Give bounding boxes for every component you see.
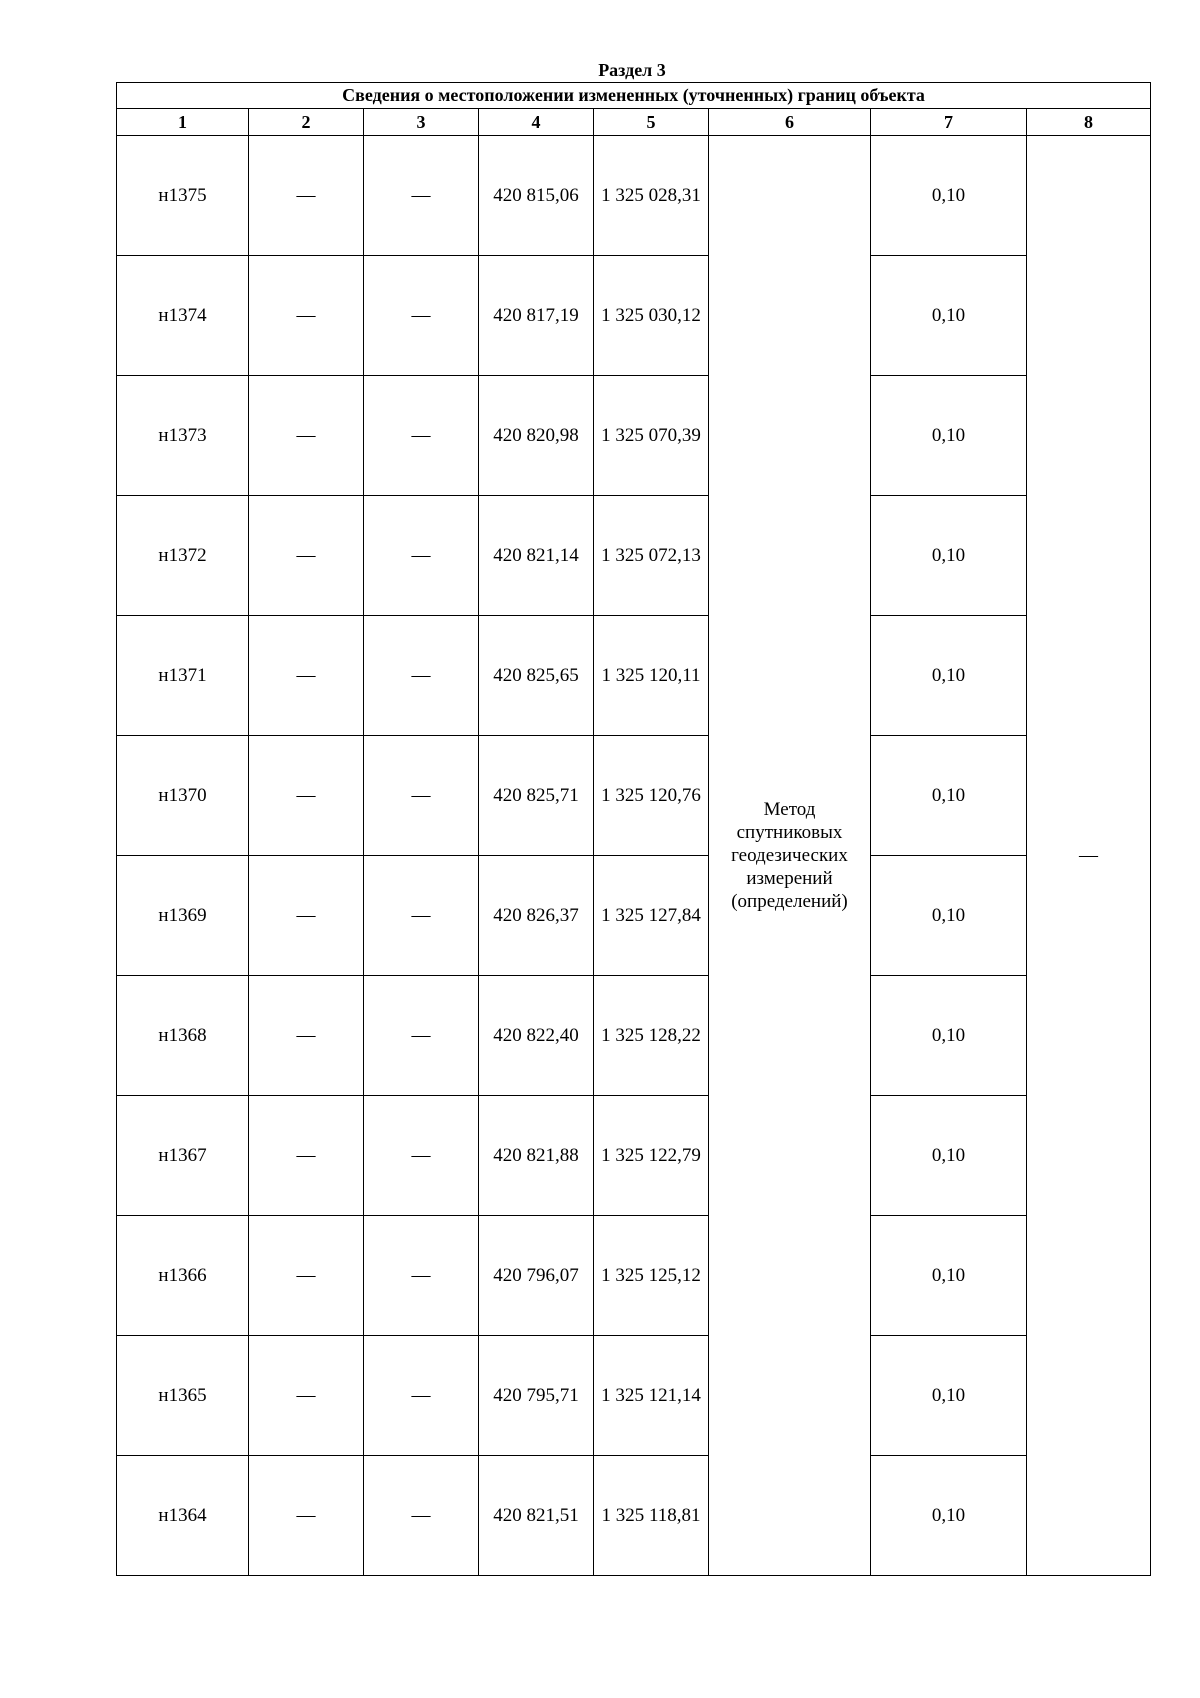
column-number: 2 xyxy=(249,109,364,136)
x-coordinate: 420 820,98 xyxy=(479,376,594,496)
y-coordinate: 1 325 127,84 xyxy=(594,856,709,976)
boundary-coordinates-table xyxy=(116,82,1151,1576)
table-row xyxy=(117,616,1151,736)
y-coordinate: 1 325 128,22 xyxy=(594,976,709,1096)
column-3-value: — xyxy=(364,136,479,256)
accuracy-value: 0,10 xyxy=(871,1096,1027,1216)
point-name: н1364 xyxy=(117,1456,249,1576)
x-coordinate: 420 815,06 xyxy=(479,136,594,256)
column-number: 5 xyxy=(594,109,709,136)
column-3-value: — xyxy=(364,1336,479,1456)
point-name: н1371 xyxy=(117,616,249,736)
section-title: Раздел 3 xyxy=(598,60,666,80)
column-2-value: — xyxy=(249,736,364,856)
y-coordinate: 1 325 118,81 xyxy=(594,1456,709,1576)
table-row xyxy=(117,256,1151,376)
accuracy-value: 0,10 xyxy=(871,616,1027,736)
column-2-value: — xyxy=(249,1216,364,1336)
column-number: 6 xyxy=(709,109,871,136)
y-coordinate: 1 325 070,39 xyxy=(594,376,709,496)
accuracy-value: 0,10 xyxy=(871,1456,1027,1576)
point-name: н1369 xyxy=(117,856,249,976)
column-3-value: — xyxy=(364,376,479,496)
column-2-value: — xyxy=(249,1456,364,1576)
method-line: Метод xyxy=(763,799,816,820)
y-coordinate: 1 325 028,31 xyxy=(594,136,709,256)
accuracy-value: 0,10 xyxy=(871,1216,1027,1336)
y-coordinate: 1 325 072,13 xyxy=(594,496,709,616)
y-coordinate: 1 325 125,12 xyxy=(594,1216,709,1336)
x-coordinate: 420 825,71 xyxy=(479,736,594,856)
table-row xyxy=(117,976,1151,1096)
y-coordinate: 1 325 120,11 xyxy=(594,616,709,736)
accuracy-value: 0,10 xyxy=(871,856,1027,976)
x-coordinate: 420 826,37 xyxy=(479,856,594,976)
point-name: н1367 xyxy=(117,1096,249,1216)
column-2-value: — xyxy=(249,1336,364,1456)
table-row xyxy=(117,136,1151,256)
column-2-value: — xyxy=(249,1096,364,1216)
x-coordinate: 420 821,14 xyxy=(479,496,594,616)
y-coordinate: 1 325 120,76 xyxy=(594,736,709,856)
x-coordinate: 420 821,51 xyxy=(479,1456,594,1576)
table-row xyxy=(117,496,1151,616)
accuracy-value: 0,10 xyxy=(871,136,1027,256)
y-coordinate: 1 325 030,12 xyxy=(594,256,709,376)
table-caption: Сведения о местоположении измененных (уточненных) границ объекта xyxy=(117,83,1151,109)
column-2-value: — xyxy=(249,376,364,496)
table-row xyxy=(117,736,1151,856)
column-number: 1 xyxy=(117,109,249,136)
column-2-value: — xyxy=(249,256,364,376)
column-number-row xyxy=(117,109,1151,136)
point-name: н1375 xyxy=(117,136,249,256)
table-row xyxy=(117,856,1151,976)
table-row xyxy=(117,1096,1151,1216)
point-name: н1372 xyxy=(117,496,249,616)
x-coordinate: 420 817,19 xyxy=(479,256,594,376)
table-row xyxy=(117,376,1151,496)
y-coordinate: 1 325 121,14 xyxy=(594,1336,709,1456)
accuracy-value: 0,10 xyxy=(871,736,1027,856)
y-coordinate: 1 325 122,79 xyxy=(594,1096,709,1216)
method-line: измерений xyxy=(746,868,833,889)
point-name: н1365 xyxy=(117,1336,249,1456)
column-3-value: — xyxy=(364,976,479,1096)
x-coordinate: 420 796,07 xyxy=(479,1216,594,1336)
x-coordinate: 420 795,71 xyxy=(479,1336,594,1456)
column-2-value: — xyxy=(249,616,364,736)
table-row xyxy=(117,1216,1151,1336)
point-name: н1370 xyxy=(117,736,249,856)
accuracy-value: 0,10 xyxy=(871,256,1027,376)
accuracy-value: 0,10 xyxy=(871,376,1027,496)
accuracy-value: 0,10 xyxy=(871,976,1027,1096)
column-number: 8 xyxy=(1027,109,1151,136)
column-2-value: — xyxy=(249,856,364,976)
column-2-value: — xyxy=(249,496,364,616)
column-3-value: — xyxy=(364,1216,479,1336)
accuracy-value: 0,10 xyxy=(871,1336,1027,1456)
column-2-value: — xyxy=(249,136,364,256)
column-3-value: — xyxy=(364,616,479,736)
column-3-value: — xyxy=(364,256,479,376)
point-name: н1368 xyxy=(117,976,249,1096)
column-3-value: — xyxy=(364,496,479,616)
x-coordinate: 420 825,65 xyxy=(479,616,594,736)
column-number: 7 xyxy=(871,109,1027,136)
accuracy-value: 0,10 xyxy=(871,496,1027,616)
point-name: н1374 xyxy=(117,256,249,376)
method-line: спутниковых xyxy=(736,822,843,843)
table-row xyxy=(117,1336,1151,1456)
point-name: н1366 xyxy=(117,1216,249,1336)
column-3-value: — xyxy=(364,736,479,856)
column-number: 4 xyxy=(479,109,594,136)
table-row xyxy=(117,1456,1151,1576)
x-coordinate: 420 822,40 xyxy=(479,976,594,1096)
column-3-value: — xyxy=(364,1096,479,1216)
x-coordinate: 420 821,88 xyxy=(479,1096,594,1216)
column-2-value: — xyxy=(249,976,364,1096)
point-name: н1373 xyxy=(117,376,249,496)
column-8-value: — xyxy=(1027,136,1151,1576)
method-cell xyxy=(709,136,871,1576)
column-number: 3 xyxy=(364,109,479,136)
column-3-value: — xyxy=(364,856,479,976)
method-line: геодезических xyxy=(731,845,848,866)
column-3-value: — xyxy=(364,1456,479,1576)
method-line: (определений) xyxy=(731,891,848,912)
